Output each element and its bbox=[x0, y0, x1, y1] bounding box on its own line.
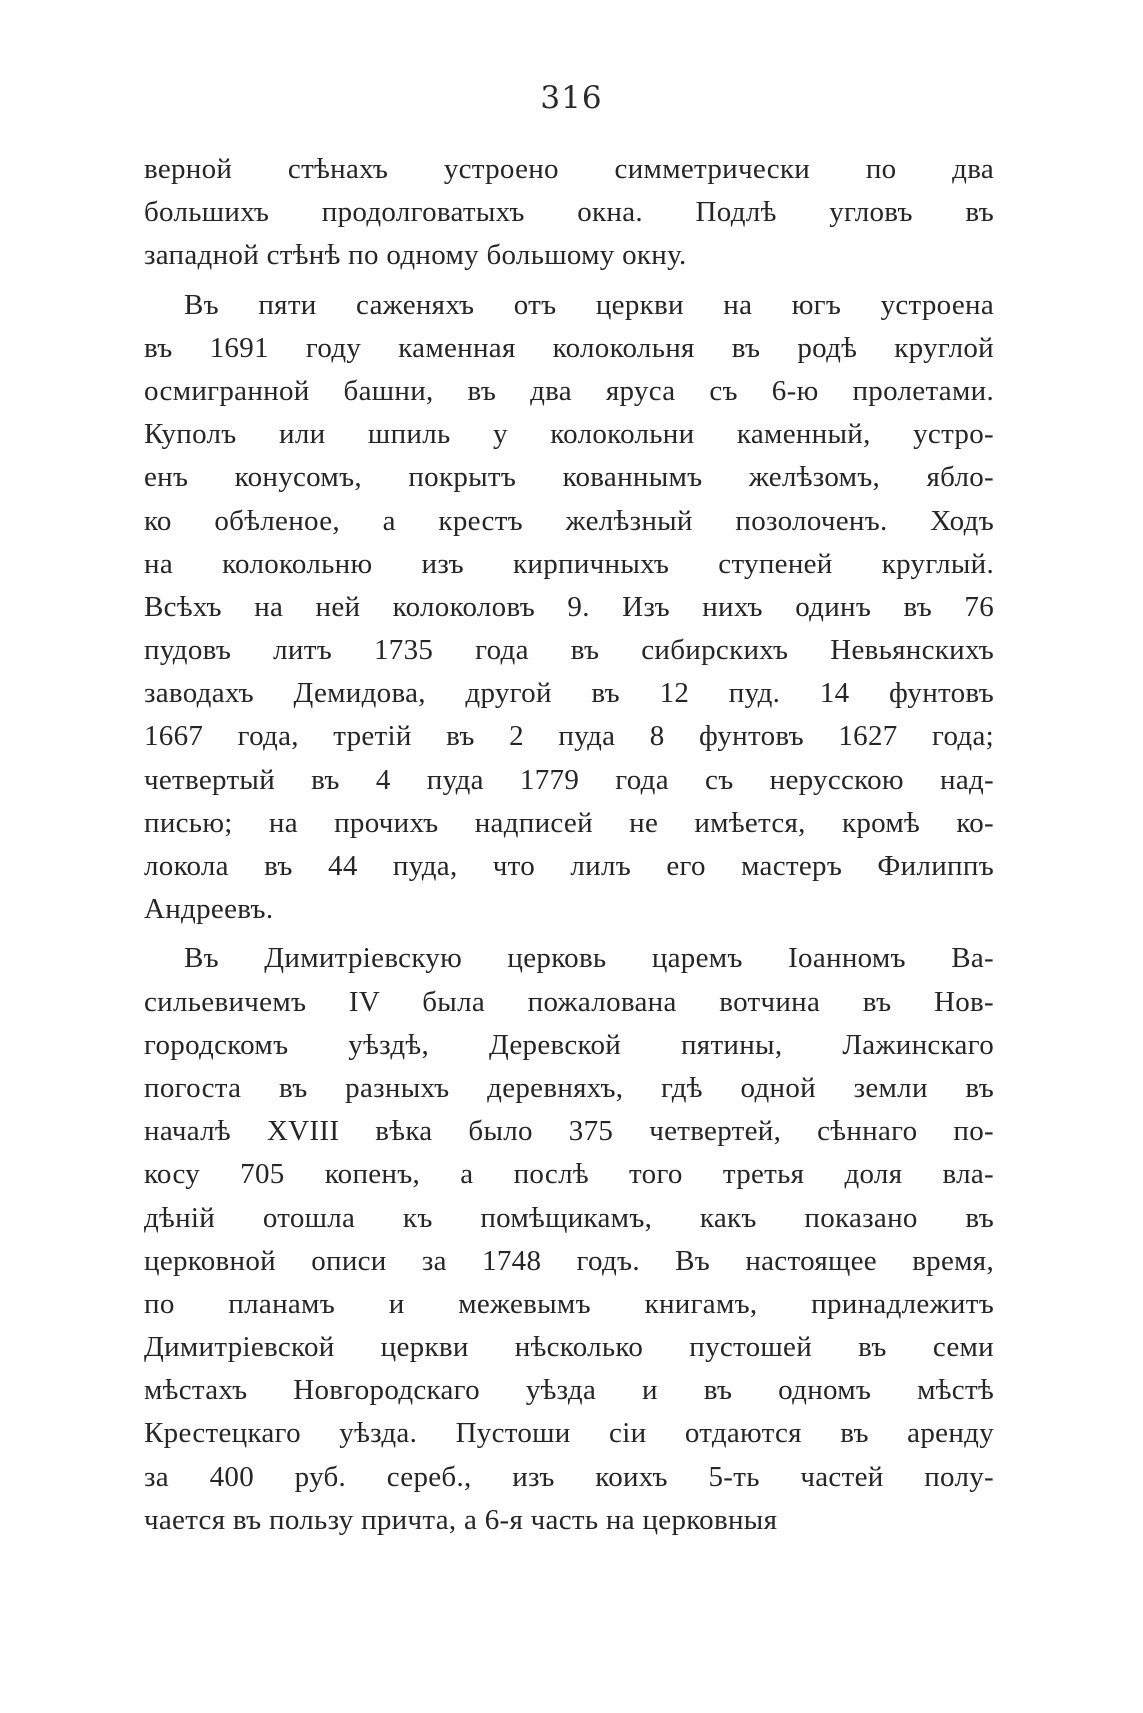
text-line: Андреевъ. bbox=[144, 893, 274, 926]
page-number: 316 bbox=[540, 80, 603, 116]
text-line: началѣ XVIII вѣка было 375 четвертей, сѣннаго по- bbox=[144, 1115, 994, 1148]
text-line: по планамъ и межевымъ книгамъ, принадлежитъ bbox=[144, 1287, 994, 1320]
text-line: четвертый въ 4 пуда 1779 года съ нерусскою над- bbox=[144, 763, 994, 796]
text-line: Куполъ или шпиль у колокольни каменный, устро- bbox=[144, 418, 994, 451]
text-line: въ 1691 году каменная колокольня въ родѣ круглой bbox=[144, 331, 994, 364]
text-line: локола въ 44 пуда, что лилъ его мастеръ Филиппъ bbox=[144, 850, 994, 882]
text-line: чается въ пользу причта, а 6-я часть на церковныя bbox=[144, 1503, 778, 1536]
text-line: Въ Димитріевскую церковь царемъ Іоанномъ Ва- bbox=[184, 942, 994, 975]
text-line: на колокольню изъ кирпичныхъ ступеней круглый. bbox=[144, 547, 994, 580]
text-line: косу 705 копенъ, а послѣ того третья доля вла- bbox=[144, 1158, 994, 1191]
text-line: городскомъ уѣздѣ, Деревской пятины, Лажинскаго bbox=[144, 1028, 994, 1061]
text-line: дѣній отошла къ помѣщикамъ, какъ показано въ bbox=[144, 1201, 994, 1234]
text-line: Въ пяти саженяхъ отъ церкви на югъ устроена bbox=[184, 288, 994, 321]
text-line: енъ конусомъ, покрытъ кованнымъ желѣзомъ, ябло- bbox=[144, 461, 994, 494]
text-line: Димитріевской церкви нѣсколько пустошей въ семи bbox=[144, 1331, 994, 1364]
text-line: ко обѣленое, а крестъ желѣзный позолоченъ. Ходъ bbox=[144, 504, 994, 537]
text-line: 1667 года, третій въ 2 пуда 8 фунтовъ 1627 года; bbox=[144, 720, 994, 753]
text-line: осмигранной башни, въ два яруса съ 6-ю пролетами. bbox=[144, 374, 994, 407]
text-line: Крестецкаго уѣзда. Пустоши сіи отдаются въ аренду bbox=[144, 1417, 994, 1450]
text-line: церковной описи за 1748 годъ. Въ настоящее время, bbox=[144, 1244, 994, 1277]
text-line: пудовъ литъ 1735 года въ сибирскихъ Невьянскихъ bbox=[144, 634, 994, 667]
text-line: верной стѣнахъ устроено симметрически по два bbox=[144, 153, 994, 185]
text-line: писью; на прочихъ надписей не имѣется, кромѣ ко- bbox=[144, 806, 994, 839]
text-line: погоста въ разныхъ деревняхъ, гдѣ одной земли въ bbox=[144, 1071, 994, 1104]
text-line: сильевичемъ IV была пожалована вотчина въ Нов- bbox=[144, 985, 994, 1018]
paragraph bbox=[144, 148, 994, 278]
text-line: мѣстахъ Новгородскаго уѣзда и въ одномъ мѣстѣ bbox=[144, 1374, 994, 1407]
text-line: большихъ продолговатыхъ окна. Подлѣ угловъ въ bbox=[144, 196, 994, 229]
text-line: западной стѣнѣ по одному большому окну. bbox=[144, 239, 687, 272]
paragraph bbox=[144, 284, 994, 932]
text-line: за 400 руб. сереб., изъ коихъ 5-ть частей полу- bbox=[144, 1460, 994, 1493]
text-line: Всѣхъ на ней колоколовъ 9. Изъ нихъ одинъ въ 76 bbox=[144, 590, 994, 623]
body-text bbox=[144, 148, 994, 1542]
paragraph bbox=[144, 937, 994, 1542]
text-line: заводахъ Демидова, другой въ 12 пуд. 14 фунтовъ bbox=[144, 677, 994, 710]
